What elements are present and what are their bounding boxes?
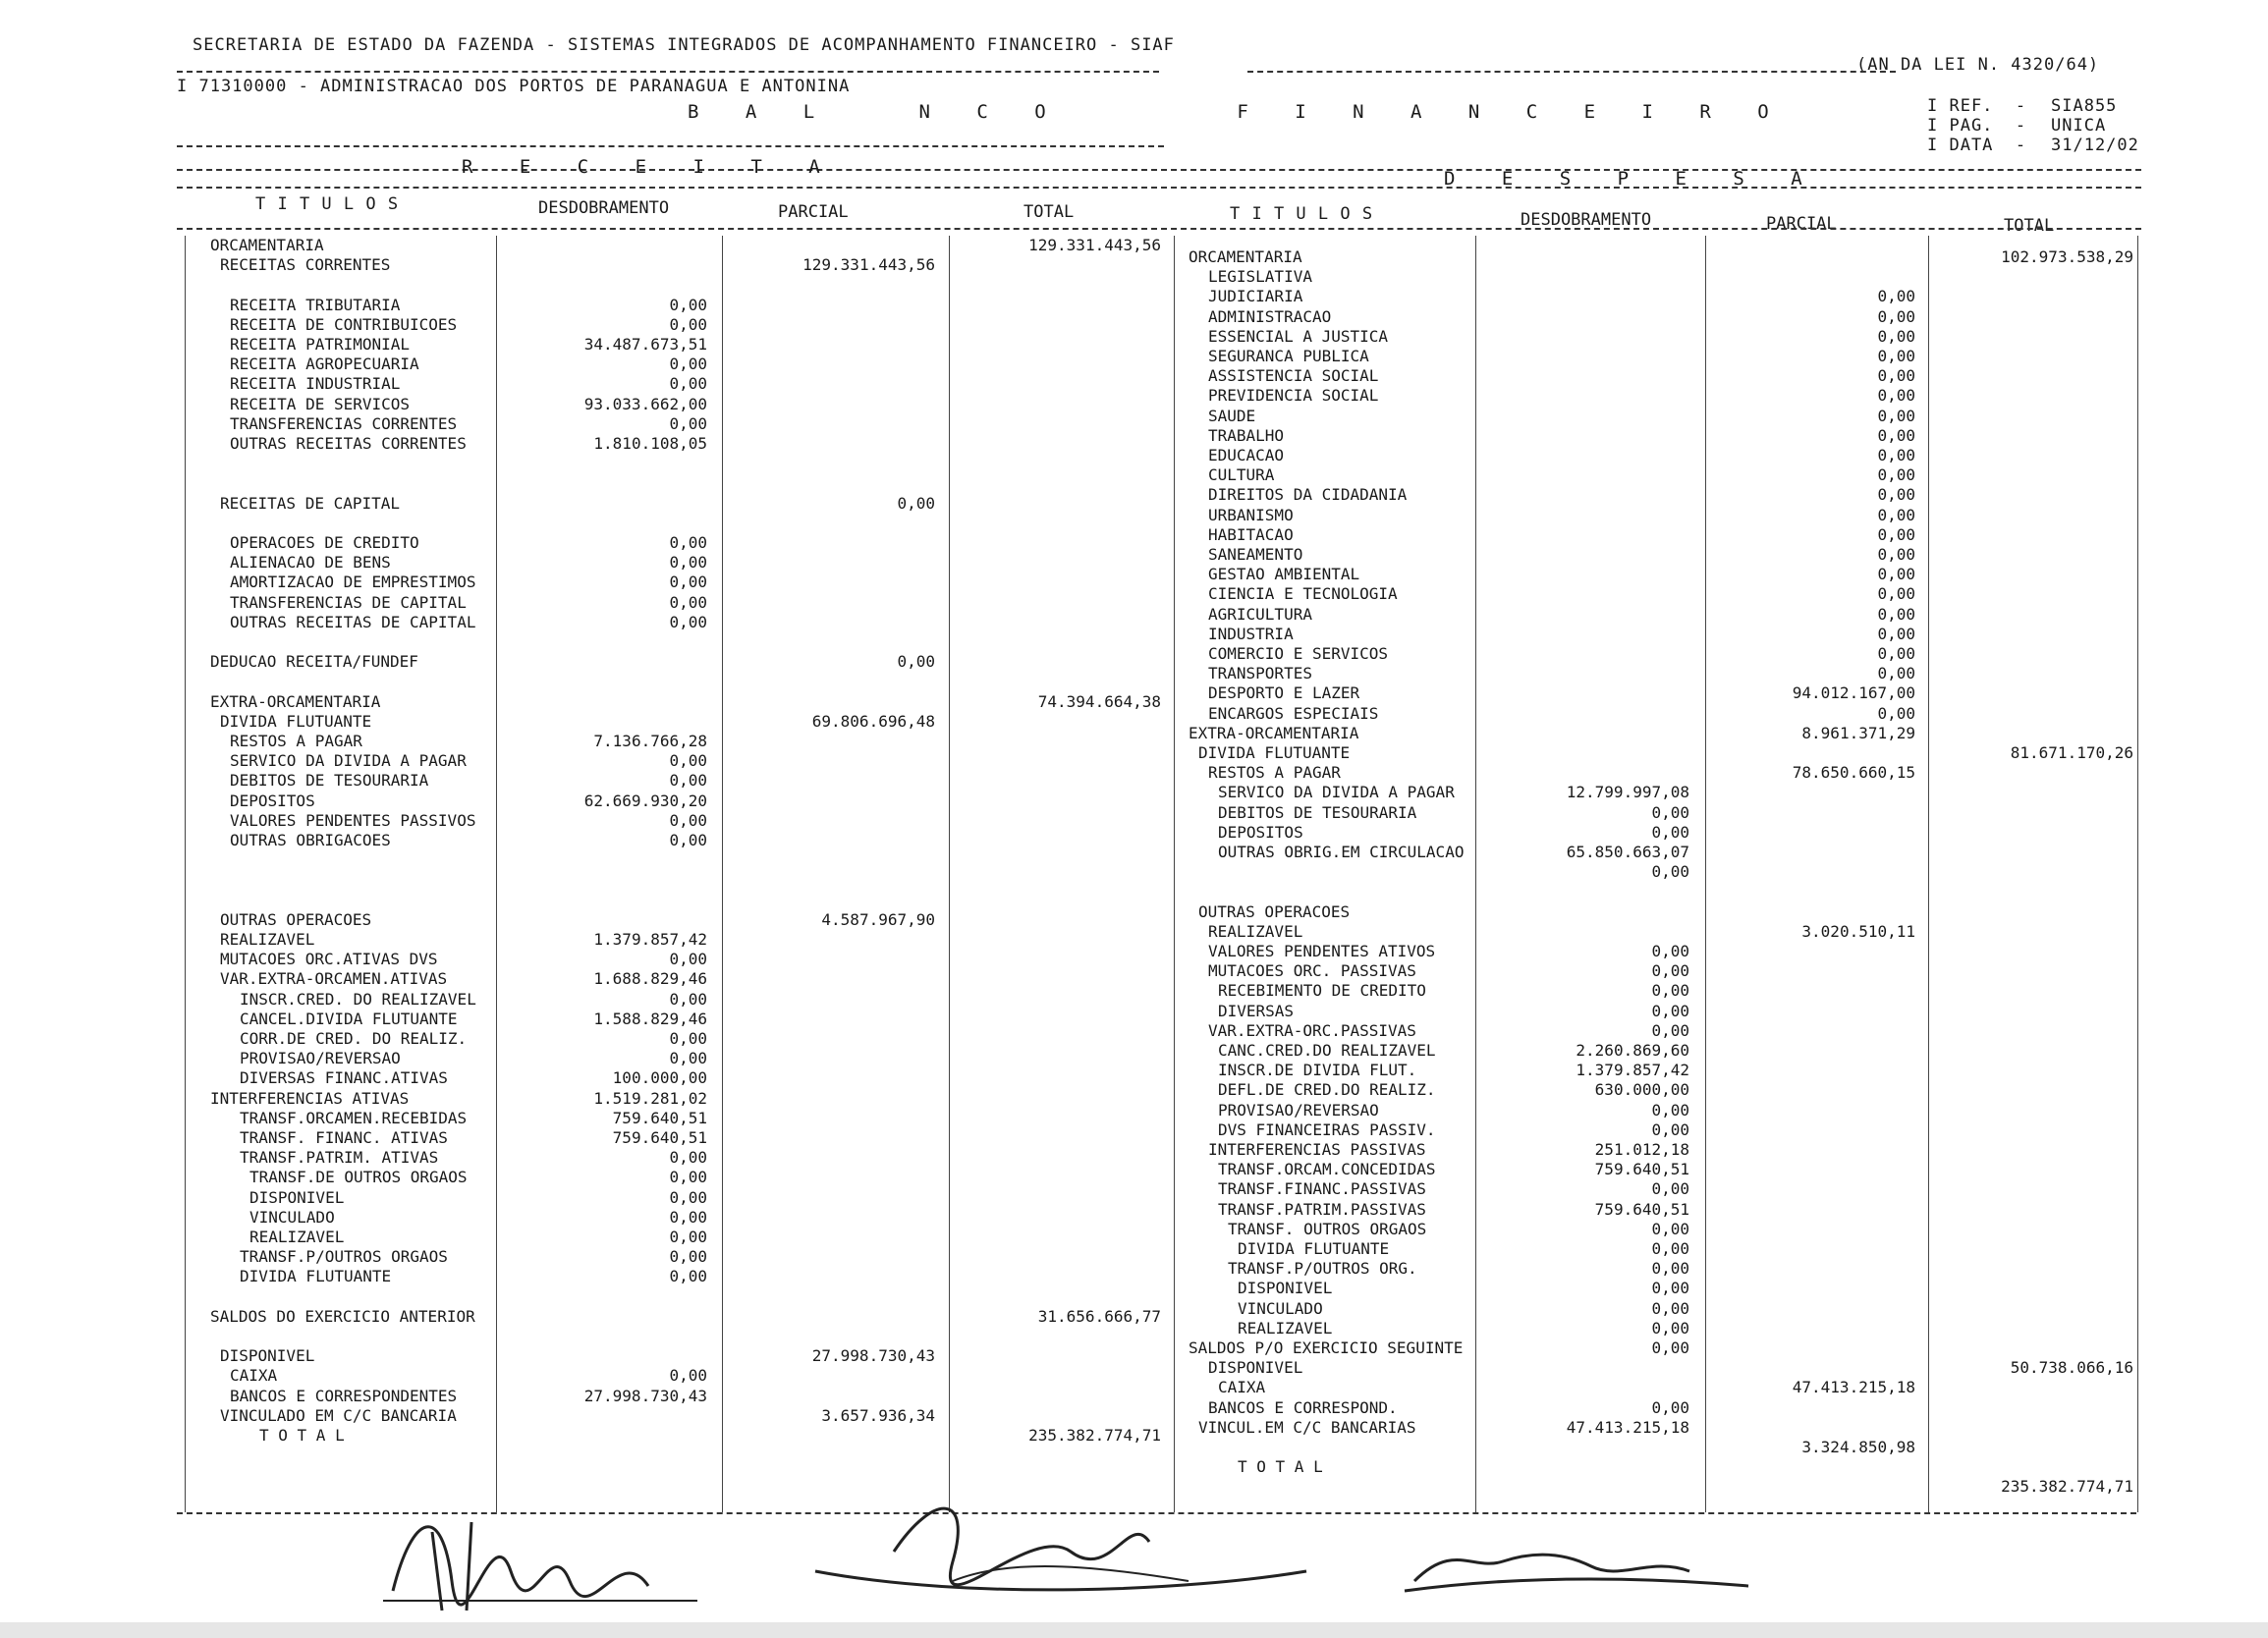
receita_rows-label: DIVERSAS FINANC.ATIVAS (240, 1068, 448, 1088)
despesa_rows-label: TRANSF. OUTROS ORGAOS (1228, 1219, 1427, 1238)
receita_rows-value-p: 129.331.443,56 (802, 255, 935, 275)
despesa_rows-value-p: 94.012.167,00 (1792, 683, 1915, 703)
despesa_rows-label: CAIXA (1218, 1378, 1266, 1397)
receita_rows-value-d: 0,00 (669, 1029, 707, 1048)
despesa_rows-value-d: 2.260.869,60 (1576, 1041, 1689, 1060)
despesa_rows-label: VINCUL.EM C/C BANCARIAS (1198, 1417, 1416, 1437)
data-label: I DATA - (1927, 136, 2027, 155)
receita_rows-label: SERVICO DA DIVIDA A PAGAR (230, 751, 467, 771)
receita_rows-value-p: 3.657.936,34 (821, 1405, 935, 1425)
receita_rows-value-d: 0,00 (669, 751, 707, 771)
receita_rows-label: AMORTIZACAO DE EMPRESTIMOS (230, 573, 476, 592)
receita_rows-label: T O T A L (259, 1426, 345, 1445)
receita_rows-value-d: 1.810.108,05 (593, 434, 707, 453)
despesa_rows-label: SEGURANCA PUBLICA (1208, 347, 1369, 365)
despesa_rows-value-p: 0,00 (1877, 386, 1915, 406)
receita_rows-value-d: 1.519.281,02 (593, 1088, 707, 1108)
despesa_rows-label: TRANSF.ORCAM.CONCEDIDAS (1218, 1160, 1436, 1179)
despesa_rows-value-d: 0,00 (1651, 1259, 1689, 1279)
despesa_rows-label: SANEAMENTO (1208, 545, 1303, 564)
sep-receita-parcial (949, 236, 950, 1512)
despesa_rows-value-p: 0,00 (1877, 366, 1915, 386)
receita_rows-value-p: 0,00 (897, 493, 935, 513)
despesa_rows-value-d: 759.640,51 (1594, 1160, 1689, 1179)
despesa_rows-value-t: 102.973.538,29 (2001, 247, 2133, 266)
despesa_rows-label: TRANSF.P/OUTROS ORG. (1228, 1259, 1417, 1279)
col-total-receita: TOTAL (1023, 202, 1075, 222)
receita_rows-value-d: 0,00 (669, 771, 707, 791)
despesa_rows-label: COMERCIO E SERVICOS (1208, 644, 1389, 663)
receita_rows-value-d: 759.640,51 (612, 1128, 707, 1147)
receita_rows-value-d: 34.487.673,51 (583, 335, 707, 354)
receita_rows-label: REALIZAVEL (249, 1228, 345, 1246)
despesa_rows-label: DIREITOS DA CIDADANIA (1208, 485, 1408, 505)
receita_rows-label: ALIENACAO DE BENS (230, 553, 391, 573)
receita_rows-label: DEPOSITOS (230, 791, 315, 810)
despesa_rows-value-t: 235.382.774,71 (2001, 1477, 2133, 1497)
header-rule-mid (177, 145, 1164, 147)
despesa_rows-label: ADMINISTRACAO (1208, 306, 1332, 326)
receita_rows-value-d: 0,00 (669, 950, 707, 969)
despesa_rows-label: EXTRA-ORCAMENTARIA (1189, 723, 1359, 742)
despesa_rows-label: DISPONIVEL (1208, 1358, 1303, 1378)
receita_rows-label: DISPONIVEL (220, 1346, 315, 1366)
despesa_rows-label: OUTRAS OPERACOES (1198, 901, 1351, 921)
section-rule (177, 187, 2141, 189)
pag-value: UNICA (2051, 116, 2107, 136)
col-parcial-despesa: PARCIAL (1766, 214, 1837, 234)
receita_rows-value-d: 1.588.829,46 (593, 1009, 707, 1028)
despesa_rows-value-p: 0,00 (1877, 505, 1915, 524)
receita_rows-value-d: 759.640,51 (612, 1108, 707, 1127)
receita_rows-label: DIVIDA FLUTUANTE (220, 711, 372, 731)
receita_rows-label: TRANSF.ORCAMEN.RECEBIDAS (240, 1108, 468, 1127)
despesa_rows-value-p: 3.324.850,98 (1801, 1438, 1915, 1456)
despesa_rows-label: MUTACOES ORC. PASSIVAS (1208, 961, 1416, 981)
despesa_rows-value-d: 0,00 (1651, 961, 1689, 981)
despesa_rows-value-p: 0,00 (1877, 565, 1915, 584)
receita_rows-label: RESTOS A PAGAR (230, 732, 362, 750)
receita_rows-value-d: 0,00 (669, 295, 707, 314)
sep-middle (1174, 236, 1175, 1512)
despesa_rows-value-p: 0,00 (1877, 664, 1915, 683)
despesa_rows-label: REALIZAVEL (1208, 921, 1303, 941)
despesa_rows-value-d: 0,00 (1651, 1397, 1689, 1417)
despesa_rows-label: TRABALHO (1208, 425, 1285, 445)
receita_rows-value-d: 0,00 (669, 1148, 707, 1168)
despesa_rows-label: JUDICIARIA (1208, 287, 1303, 306)
receita_rows-value-d: 0,00 (669, 1187, 707, 1207)
receita_rows-label: CANCEL.DIVIDA FLUTUANTE (240, 1009, 458, 1028)
receita_rows-value-d: 0,00 (669, 553, 707, 573)
pag-label: I PAG. - (1927, 116, 2027, 136)
receita_rows-label: DISPONIVEL (249, 1187, 345, 1207)
despesa_rows-label: SALDOS P/O EXERCICIO SEGUINTE (1189, 1338, 1464, 1357)
despesa_rows-value-d: 0,00 (1651, 1119, 1689, 1139)
despesa_rows-label: DISPONIVEL (1238, 1279, 1333, 1298)
despesa_rows-value-p: 0,00 (1877, 644, 1915, 663)
ref-label: I REF. - (1927, 96, 2027, 116)
despesa_rows-label: TRANSF.FINANC.PASSIVAS (1218, 1179, 1426, 1199)
receita_rows-value-d: 7.136.766,28 (593, 732, 707, 750)
sep-receita-titulos (496, 236, 497, 1512)
despesa_rows-value-p: 0,00 (1877, 545, 1915, 564)
header-rule-top-left (177, 71, 1159, 73)
despesa_rows-value-p: 3.020.510,11 (1801, 921, 1915, 941)
receita_rows-value-d: 62.669.930,20 (583, 791, 707, 810)
receita_rows-label: REALIZAVEL (220, 930, 315, 949)
signature-left (373, 1473, 727, 1620)
despesa_rows-value-p: 0,00 (1877, 347, 1915, 365)
despesa_rows-label: CANC.CRED.DO REALIZAVEL (1218, 1041, 1436, 1060)
despesa_rows-value-p: 0,00 (1877, 524, 1915, 544)
despesa_rows-label: BANCOS E CORRESPOND. (1208, 1397, 1398, 1417)
signature-center (776, 1483, 1326, 1620)
receita_rows-label: CAIXA (230, 1366, 278, 1386)
despesa_rows-label: SAUDE (1208, 406, 1256, 425)
report-title: B A L N C O F I N A N C E I R O (688, 101, 1787, 123)
despesa_rows-value-d: 759.640,51 (1594, 1199, 1689, 1219)
despesa_rows-value-p: 78.650.660,15 (1792, 763, 1915, 783)
receita_rows-label: TRANSF.P/OUTROS ORGAOS (240, 1247, 448, 1267)
receita_rows-value-t: 74.394.664,38 (1037, 691, 1161, 711)
receita_rows-label: BANCOS E CORRESPONDENTES (230, 1386, 458, 1405)
despesa_rows-value-d: 0,00 (1651, 1298, 1689, 1318)
col-total-despesa: TOTAL (2004, 216, 2055, 236)
despesa_rows-value-d: 0,00 (1651, 1318, 1689, 1338)
despesa_rows-label: INDUSTRIA (1208, 624, 1294, 643)
receita_rows-label: OUTRAS OBRIGACOES (230, 831, 391, 849)
despesa_rows-label: DEPOSITOS (1218, 822, 1303, 842)
receita_rows-value-d: 100.000,00 (612, 1068, 707, 1088)
sep-despesa-parcial (1928, 236, 1929, 1512)
despesa_rows-value-p: 0,00 (1877, 624, 1915, 643)
receita_rows-label: SALDOS DO EXERCICIO ANTERIOR (210, 1306, 475, 1326)
receita_rows-label: RECEITA DE CONTRIBUICOES (230, 314, 458, 334)
scan-bottom-strip (0, 1622, 2268, 1638)
despesa_rows-value-d: 1.379.857,42 (1576, 1061, 1689, 1080)
despesa_rows-value-p: 0,00 (1877, 326, 1915, 346)
col-desdobramento-receita: DESDOBRAMENTO (538, 198, 670, 218)
receita_rows-value-d: 27.998.730,43 (583, 1386, 707, 1405)
despesa_rows-label: EDUCACAO (1208, 446, 1285, 464)
despesa_rows-value-d: 251.012,18 (1594, 1140, 1689, 1159)
sep-despesa-desdobramento (1705, 236, 1706, 1512)
receita_rows-value-d: 0,00 (669, 374, 707, 394)
entity-line: I 71310000 - ADMINISTRACAO DOS PORTOS DE PARANAGUA E ANTONINA (177, 77, 851, 96)
col-parcial-receita: PARCIAL (778, 202, 849, 222)
receita_rows-label: RECEITA AGROPECUARIA (230, 355, 419, 374)
receita_rows-value-d: 0,00 (669, 413, 707, 433)
receita_rows-label: OUTRAS OPERACOES (220, 909, 372, 929)
receita_rows-value-t: 235.382.774,71 (1028, 1426, 1161, 1445)
receita_rows-label: RECEITA DE SERVICOS (230, 394, 411, 413)
despesa_rows-label: CULTURA (1208, 465, 1275, 485)
despesa_rows-label: INTERFERENCIAS PASSIVAS (1208, 1140, 1426, 1159)
despesa_rows-label: VINCULADO (1238, 1298, 1323, 1318)
ref-value: SIA855 (2051, 96, 2118, 116)
receita_rows-value-d: 0,00 (669, 1366, 707, 1386)
despesa_rows-label: CIENCIA E TECNOLOGIA (1208, 584, 1398, 604)
receita_rows-label: RECEITAS DE CAPITAL (220, 493, 401, 513)
receita_rows-label: RECEITA PATRIMONIAL (230, 335, 411, 354)
despesa_rows-label: DEBITOS DE TESOURARIA (1218, 802, 1417, 822)
receita_rows-label: RECEITA TRIBUTARIA (230, 295, 401, 314)
receita_rows-label: DEDUCAO RECEITA/FUNDEF (210, 652, 418, 672)
receita_rows-label: TRANSFERENCIAS CORRENTES (230, 413, 458, 433)
despesa_rows-label: DEFL.DE CRED.DO REALIZ. (1218, 1080, 1436, 1100)
despesa_rows-label: URBANISMO (1208, 505, 1294, 524)
despesa_rows-value-p: 8.961.371,29 (1801, 723, 1915, 742)
sep-right-edge (2137, 236, 2138, 1512)
despesa_rows-label: PROVISAO/REVERSAO (1218, 1100, 1379, 1119)
despesa_rows-label: DVS FINANCEIRAS PASSIV. (1218, 1119, 1436, 1139)
despesa_rows-value-d: 630.000,00 (1594, 1080, 1689, 1100)
section-despesa: D E S P E S A (1444, 168, 1820, 190)
despesa_rows-value-d: 0,00 (1651, 1239, 1689, 1258)
header-rule-top-right (1247, 71, 1896, 73)
despesa_rows-value-d: 0,00 (1651, 862, 1689, 882)
receita_rows-value-p: 4.587.967,90 (821, 909, 935, 929)
receita_rows-label: VAR.EXTRA-ORCAMEN.ATIVAS (220, 969, 448, 989)
receita_rows-label: DEBITOS DE TESOURARIA (230, 771, 429, 791)
sep-despesa-titulos (1475, 236, 1476, 1512)
receita_rows-label: CORR.DE CRED. DO REALIZ. (240, 1029, 468, 1048)
receita_rows-label: DIVIDA FLUTUANTE (240, 1267, 392, 1286)
despesa_rows-label: DIVERSAS (1218, 1001, 1295, 1020)
receita_rows-value-d: 0,00 (669, 989, 707, 1009)
despesa_rows-label: GESTAO AMBIENTAL (1208, 565, 1360, 584)
despesa_rows-value-d: 0,00 (1651, 1219, 1689, 1238)
despesa_rows-value-p: 0,00 (1877, 465, 1915, 485)
despesa_rows-label: ENCARGOS ESPECIAIS (1208, 703, 1379, 723)
despesa_rows-value-d: 12.799.997,08 (1566, 783, 1689, 802)
despesa_rows-label: OUTRAS OBRIG.EM CIRCULACAO (1218, 843, 1465, 861)
receita_rows-value-d: 0,00 (669, 573, 707, 592)
col-desdobramento-despesa: DESDOBRAMENTO (1521, 210, 1652, 230)
receita_rows-value-d: 0,00 (669, 1207, 707, 1227)
despesa_rows-value-p: 0,00 (1877, 446, 1915, 464)
receita_rows-label: VINCULADO (249, 1207, 335, 1227)
despesa_rows-label: VALORES PENDENTES ATIVOS (1208, 942, 1436, 960)
receita_rows-value-d: 1.379.857,42 (593, 930, 707, 949)
receita_rows-label: TRANSF.PATRIM. ATIVAS (240, 1148, 439, 1168)
despesa_rows-value-d: 65.850.663,07 (1566, 843, 1689, 861)
section-receita: R E C E I T A (462, 156, 838, 178)
despesa_rows-value-d: 0,00 (1651, 942, 1689, 960)
receita_rows-value-d: 0,00 (669, 592, 707, 612)
despesa_rows-label: TRANSF.PATRIM.PASSIVAS (1218, 1199, 1426, 1219)
despesa_rows-label: T O T A L (1238, 1457, 1323, 1477)
despesa_rows-label: DIVIDA FLUTUANTE (1198, 743, 1351, 762)
despesa_rows-value-p: 0,00 (1877, 306, 1915, 326)
signature-right (1395, 1522, 1768, 1611)
receita_rows-value-d: 0,00 (669, 612, 707, 631)
despesa_rows-label: LEGISLATIVA (1208, 267, 1312, 287)
despesa_rows-value-p: 0,00 (1877, 584, 1915, 604)
despesa_rows-label: RESTOS A PAGAR (1208, 763, 1341, 783)
despesa_rows-label: ORCAMENTARIA (1189, 247, 1302, 266)
despesa_rows-label: VAR.EXTRA-ORC.PASSIVAS (1208, 1020, 1416, 1040)
despesa_rows-value-d: 0,00 (1651, 1001, 1689, 1020)
receita_rows-value-t: 129.331.443,56 (1028, 236, 1161, 254)
despesa_rows-value-d: 0,00 (1651, 1279, 1689, 1298)
despesa_rows-label: ESSENCIAL A JUSTICA (1208, 326, 1389, 346)
data-value: 31/12/02 (2051, 136, 2139, 155)
receita_rows-value-t: 31.656.666,77 (1037, 1306, 1161, 1326)
col-titulos-despesa: T I T U L O S (1230, 204, 1374, 224)
despesa_rows-value-t: 81.671.170,26 (2010, 743, 2133, 762)
receita_rows-label: RECEITA INDUSTRIAL (230, 374, 401, 394)
despesa_rows-value-p: 0,00 (1877, 604, 1915, 624)
receita_rows-label: RECEITAS CORRENTES (220, 255, 391, 275)
despesa_rows-label: SERVICO DA DIVIDA A PAGAR (1218, 783, 1455, 802)
system-line: SECRETARIA DE ESTADO DA FAZENDA - SISTEMAS INTEGRADOS DE ACOMPANHAMENTO FINANCEIRO - SIAF (193, 35, 1175, 55)
receita_rows-label: TRANSF. FINANC. ATIVAS (240, 1128, 448, 1147)
receita_rows-label: VALORES PENDENTES PASSIVOS (230, 810, 476, 830)
receita_rows-value-d: 0,00 (669, 1049, 707, 1068)
despesa_rows-value-d: 0,00 (1651, 802, 1689, 822)
despesa_rows-label: PREVIDENCIA SOCIAL (1208, 386, 1379, 406)
despesa_rows-label: INSCR.DE DIVIDA FLUT. (1218, 1061, 1417, 1080)
receita_rows-label: TRANSFERENCIAS DE CAPITAL (230, 592, 467, 612)
despesa_rows-value-p: 0,00 (1877, 703, 1915, 723)
despesa_rows-value-p: 0,00 (1877, 425, 1915, 445)
annex-reference: (AN DA LEI N. 4320/64) (1856, 55, 2100, 75)
receita_rows-value-d: 0,00 (669, 533, 707, 552)
despesa_rows-value-p: 0,00 (1877, 406, 1915, 425)
receita_rows-label: OPERACOES DE CREDITO (230, 533, 419, 552)
receita_rows-value-p: 69.806.696,48 (811, 711, 935, 731)
despesa_rows-value-d: 47.413.215,18 (1566, 1417, 1689, 1437)
despesa_rows-label: DIVIDA FLUTUANTE (1238, 1239, 1390, 1258)
despesa_rows-label: RECEBIMENTO DE CREDITO (1218, 981, 1426, 1001)
despesa_rows-value-d: 0,00 (1651, 1338, 1689, 1357)
receita_rows-value-p: 27.998.730,43 (811, 1346, 935, 1366)
col-titulos-receita: T I T U L O S (255, 194, 400, 214)
receita_rows-label: TRANSF.DE OUTROS ORGAOS (249, 1168, 468, 1187)
receita_rows-value-d: 0,00 (669, 1247, 707, 1267)
receita_rows-label: EXTRA-ORCAMENTARIA (210, 691, 381, 711)
despesa_rows-label: ASSISTENCIA SOCIAL (1208, 366, 1379, 386)
receita_rows-value-d: 0,00 (669, 831, 707, 849)
despesa_rows-label: TRANSPORTES (1208, 664, 1312, 683)
receita_rows-label: VINCULADO EM C/C BANCARIA (220, 1405, 457, 1425)
despesa_rows-value-d: 0,00 (1651, 1179, 1689, 1199)
receita_rows-label: INSCR.CRED. DO REALIZAVEL (240, 989, 476, 1009)
receita_rows-value-d: 0,00 (669, 314, 707, 334)
despesa_rows-value-p: 47.413.215,18 (1792, 1378, 1915, 1397)
despesa_rows-value-p: 0,00 (1877, 287, 1915, 306)
receita_rows-label: MUTACOES ORC.ATIVAS DVS (220, 950, 438, 969)
receita_rows-value-d: 0,00 (669, 810, 707, 830)
despesa_rows-label: REALIZAVEL (1238, 1318, 1333, 1338)
receita_rows-value-d: 0,00 (669, 1267, 707, 1286)
despesa_rows-label: DESPORTO E LAZER (1208, 683, 1360, 703)
receita_rows-value-d: 0,00 (669, 1168, 707, 1187)
receita_rows-value-d: 0,00 (669, 1228, 707, 1246)
sep-left-edge (185, 236, 186, 1512)
receita_rows-label: ORCAMENTARIA (210, 236, 324, 254)
column-header-rule (177, 228, 2141, 230)
receita_rows-value-p: 0,00 (897, 652, 935, 672)
despesa_rows-value-d: 0,00 (1651, 1100, 1689, 1119)
despesa_rows-value-d: 0,00 (1651, 1020, 1689, 1040)
receita_rows-label: PROVISAO/REVERSAO (240, 1049, 401, 1068)
despesa_rows-value-t: 50.738.066,16 (2010, 1358, 2133, 1378)
receita_rows-value-d: 0,00 (669, 355, 707, 374)
despesa_rows-value-d: 0,00 (1651, 981, 1689, 1001)
despesa_rows-value-d: 0,00 (1651, 822, 1689, 842)
despesa_rows-label: HABITACAO (1208, 524, 1294, 544)
receita_rows-value-d: 1.688.829,46 (593, 969, 707, 989)
sep-receita-desdobramento (722, 236, 723, 1512)
receita_rows-label: INTERFERENCIAS ATIVAS (210, 1088, 410, 1108)
receita_rows-label: OUTRAS RECEITAS DE CAPITAL (230, 612, 476, 631)
despesa_rows-label: AGRICULTURA (1208, 604, 1312, 624)
despesa_rows-value-p: 0,00 (1877, 485, 1915, 505)
receita_rows-value-d: 93.033.662,00 (583, 394, 707, 413)
receita_rows-label: OUTRAS RECEITAS CORRENTES (230, 434, 467, 453)
